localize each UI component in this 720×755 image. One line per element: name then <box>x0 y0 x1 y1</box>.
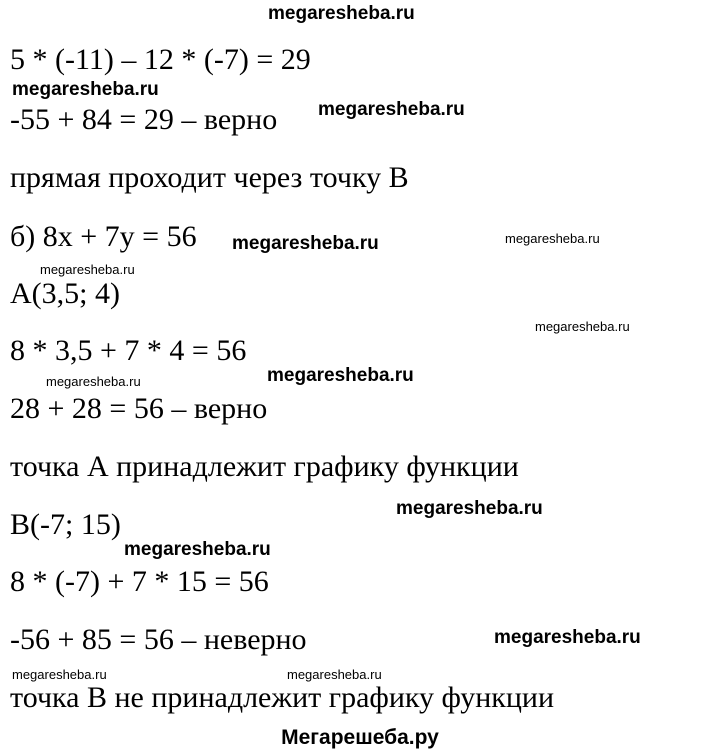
solution-line-3: прямая проходит через точку В <box>10 161 409 194</box>
solution-line-1: 5 * (-11) – 12 * (-7) = 29 <box>10 43 311 76</box>
solution-line-8: точка А принадлежит графику функции <box>10 450 519 483</box>
watermark: megaresheba.ru <box>535 319 630 334</box>
solution-line-7: 28 + 28 = 56 – верно <box>10 392 268 425</box>
watermark: megaresheba.ru <box>267 365 414 386</box>
watermark: megaresheba.ru <box>12 79 159 100</box>
watermark: megaresheba.ru <box>505 231 600 246</box>
header-site-name: megaresheba.ru <box>268 3 415 24</box>
watermark: megaresheba.ru <box>318 99 465 120</box>
watermark: megaresheba.ru <box>494 627 641 648</box>
solution-line-5: A(3,5; 4) <box>10 277 120 310</box>
watermark: megaresheba.ru <box>40 262 135 277</box>
solution-line-2: -55 + 84 = 29 – верно <box>10 103 278 136</box>
watermark: megaresheba.ru <box>287 667 382 682</box>
watermark: megaresheba.ru <box>12 667 107 682</box>
solution-line-11: -56 + 85 = 56 – неверно <box>10 623 307 656</box>
watermark: megaresheba.ru <box>232 233 379 254</box>
solution-line-12: точка В не принадлежит графику функции <box>10 681 555 714</box>
watermark: megaresheba.ru <box>46 374 141 389</box>
solution-line-9: B(-7; 15) <box>10 508 121 541</box>
solution-line-6: 8 * 3,5 + 7 * 4 = 56 <box>10 334 247 367</box>
watermark: megaresheba.ru <box>396 498 543 519</box>
solution-line-10: 8 * (-7) + 7 * 15 = 56 <box>10 565 269 598</box>
footer-brand: Мегарешеба.ру <box>281 726 439 749</box>
solution-line-4: б) 8x + 7y = 56 <box>10 220 197 253</box>
watermark: megaresheba.ru <box>124 539 271 560</box>
